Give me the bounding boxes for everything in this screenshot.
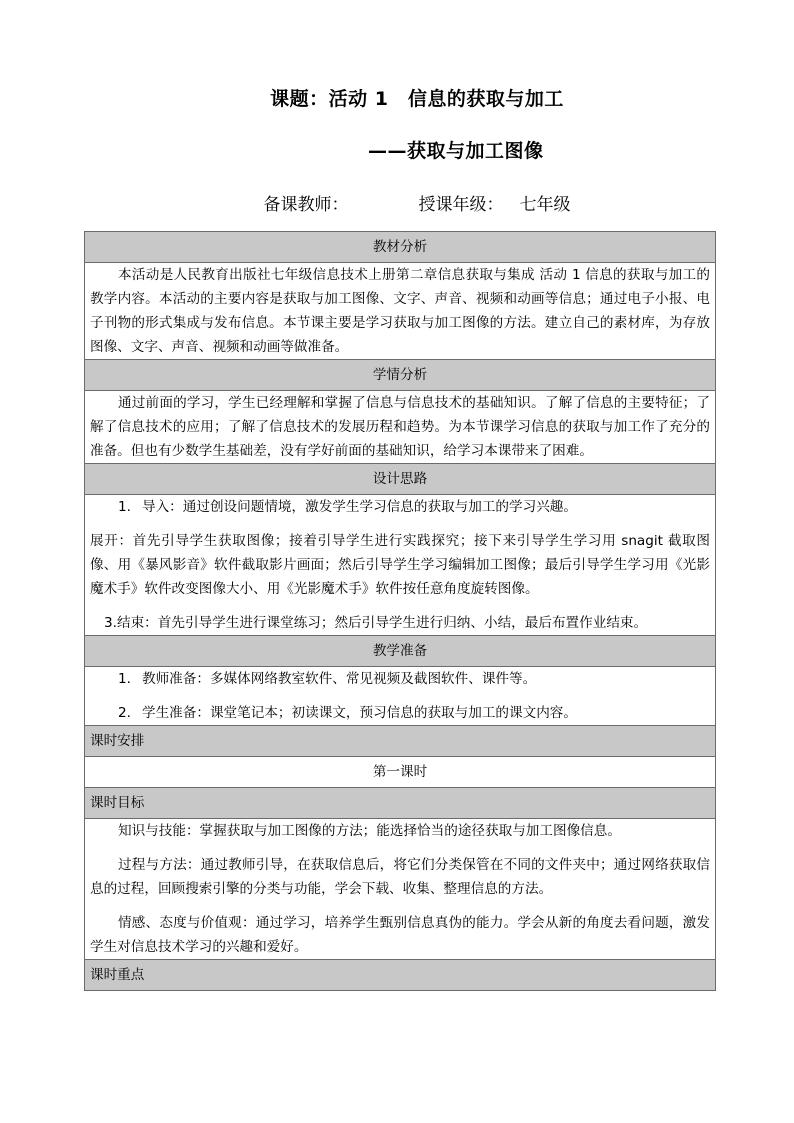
materials-heading: 教材分析 [85,232,716,263]
preparation-item-1-text: 教师准备：多媒体网络教室软件、常见视频及截图软件、课件等。 [142,671,537,687]
preparation-heading: 教学准备 [85,636,716,667]
students-cell [85,391,716,464]
materials-cell [85,263,716,360]
goals-process: 过程与方法：通过教师引导，在获取信息后，将它们分类保管在不同的文件夹中；通过网络获取信息的过程，回顾搜索引擎的分类与功能，学会下载、收集、整理信息的方法。 [90,857,710,897]
preparation-item-1-num: 1. [118,671,131,687]
design-cell [85,495,716,636]
design-item-1-num: 1. [118,499,131,515]
lesson-subtitle: ——获取与加工图像 [368,140,544,162]
lesson-title: 课题：活动 1 信息的获取与加工 [270,88,564,110]
students-heading: 学情分析 [85,360,716,391]
grade-value: 七年级 [519,195,571,215]
lesson-plan-table [84,231,716,991]
design-item-3: 3.结束：首先引导学生进行课堂练习；然后引导学生进行归纳、小结，最后布置作业结束。 [104,615,648,631]
design-heading: 设计思路 [85,464,716,495]
preparation-item-1 [90,667,710,691]
design-item-1-text: 导入：通过创设问题情境，激发学生学习信息的获取与加工的学习兴趣。 [142,499,577,515]
students-text: 通过前面的学习，学生已经理解和掌握了信息与信息技术的基础知识。了解了信息的主要特征；了解了信息技术的应用；了解了信息技术的发展历程和趋势。为本节课学习信息的获取与加工作了充分的准备。但也有少数学生基础差，没有学好前面的基础知识，给学习本课带来了困难。 [90,395,710,459]
design-item-1 [90,495,710,519]
key-points-heading: 课时重点 [85,960,716,991]
preparation-item-2-num: 2. [118,705,131,721]
goals-knowledge: 知识与技能：掌握获取与加工图像的方法；能选择恰当的途径获取与加工图像信息。 [118,823,621,839]
schedule-heading: 课时安排 [85,726,716,757]
goals-attitude: 情感、态度与价值观：通过学习，培养学生甄别信息真伪的能力。学会从新的角度去看问题，激发学生对信息技术学习的兴趣和爱好。 [90,915,710,955]
goals-cell [85,819,716,960]
preparation-item-2-text: 学生准备：课堂笔记本；初读课文，预习信息的获取与加工的课文内容。 [142,705,577,721]
schedule-value: 第一课时 [85,757,716,788]
lesson-meta [0,190,794,215]
preparation-item-2 [90,701,710,725]
goals-heading: 课时目标 [85,788,716,819]
preparation-cell [85,667,716,726]
materials-text: 本活动是人民教育出版社七年级信息技术上册第二章信息获取与集成 活动 1 信息的获取与加工的教学内容。本活动的主要内容是获取与加工图像、文字、声音、视频和动画等信息；通过电子小报、电子刊物的形式集成与发布信息。本节课主要是学习获取与加工图像的方法。建立自己的素材库，为存放图像、文字、声音、视频和动画等做准备。 [90,267,710,355]
teacher-label: 备课教师： [263,195,349,215]
grade-label: 授课年级： [418,195,504,215]
design-item-2: 展开：首先引导学生获取图像；接着引导学生进行实践探究；接下来引导学生学习用 snagit 截取图像、用《暴风影音》软件截取影片画面；然后引导学生学习编辑加工图像；最后引导学生学习用《光影魔术手》软件改变图像大小、用《光影魔术手》软件按任意角度旋转图像。 [90,533,710,597]
